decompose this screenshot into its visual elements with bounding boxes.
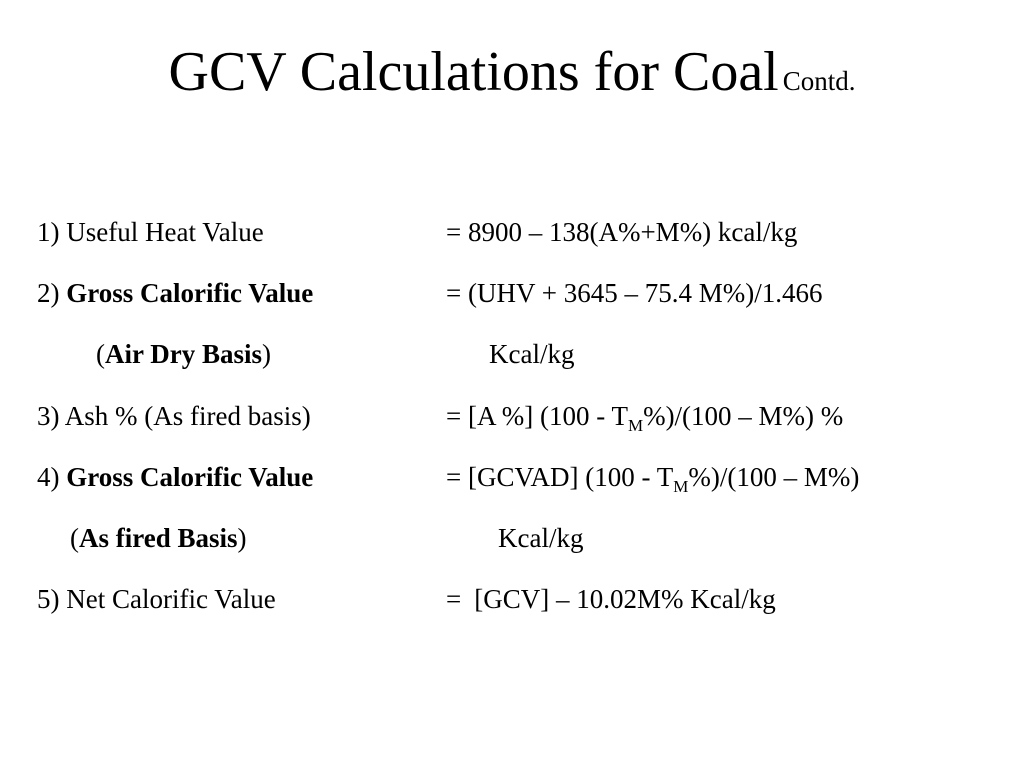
formula-label: 3) Ash % (As fired basis) — [37, 401, 311, 431]
formula-unit: Kcal/kg — [498, 523, 584, 553]
formula-row-gcv-as-fired — [0, 457, 1024, 497]
formula-part: = [GCVAD] (100 - T — [446, 462, 674, 492]
formula-subscript: M — [627, 416, 644, 435]
formula-expression — [446, 579, 776, 619]
formula-row-net-calorific-value — [0, 579, 1024, 619]
formula-expression — [446, 396, 843, 436]
formula-label: 5) Net Calorific Value — [37, 584, 276, 614]
formula-expression: = (UHV + 3645 – 75.4 M%)/1.466 — [446, 278, 823, 308]
formula-part: %)/(100 – M%) — [688, 462, 860, 492]
slide-title-main: GCV Calculations for Coal — [168, 41, 779, 103]
formula-expression: = 8900 – 138(A%+M%) kcal/kg — [446, 217, 798, 247]
formula-row-gcv-air-dry — [0, 273, 1024, 313]
formula-label-bold: Gross Calorific Value — [66, 462, 314, 492]
formula-equals: = — [446, 584, 462, 614]
slide-title-suffix: Contd. — [782, 66, 856, 96]
formula-row-ash-as-fired — [0, 396, 1024, 436]
formula-label: 1) Useful Heat Value — [37, 217, 264, 247]
formula-row-as-fired-basis — [0, 518, 1024, 558]
formula-label — [96, 334, 271, 374]
formula-row-air-dry-basis — [0, 334, 1024, 374]
formula-label — [37, 457, 313, 497]
formula-label-paren-close: ) — [237, 523, 247, 553]
formula-label-paren-close: ) — [262, 339, 272, 369]
formula-label-bold: Gross Calorific Value — [66, 278, 314, 308]
formula-part: = [A %] (100 - T — [446, 401, 628, 431]
formula-label-paren-open: ( — [96, 339, 105, 369]
formula-label — [37, 273, 313, 313]
formula-part: [GCV] – 10.02M% Kcal/kg — [474, 584, 776, 614]
formula-row-useful-heat-value — [0, 212, 1024, 252]
formula-expression — [446, 457, 859, 497]
formula-part: %)/(100 – M%) % — [643, 401, 844, 431]
formula-label-bold: Air Dry Basis — [105, 339, 263, 369]
formula-label-number: 4) — [37, 462, 67, 492]
formula-unit: Kcal/kg — [489, 339, 575, 369]
formula-subscript: M — [673, 477, 689, 496]
formula-label-paren-open: ( — [70, 523, 79, 553]
formula-label-bold: As fired Basis — [79, 523, 238, 553]
formula-label-number: 2) — [37, 278, 67, 308]
formula-label — [70, 518, 247, 558]
